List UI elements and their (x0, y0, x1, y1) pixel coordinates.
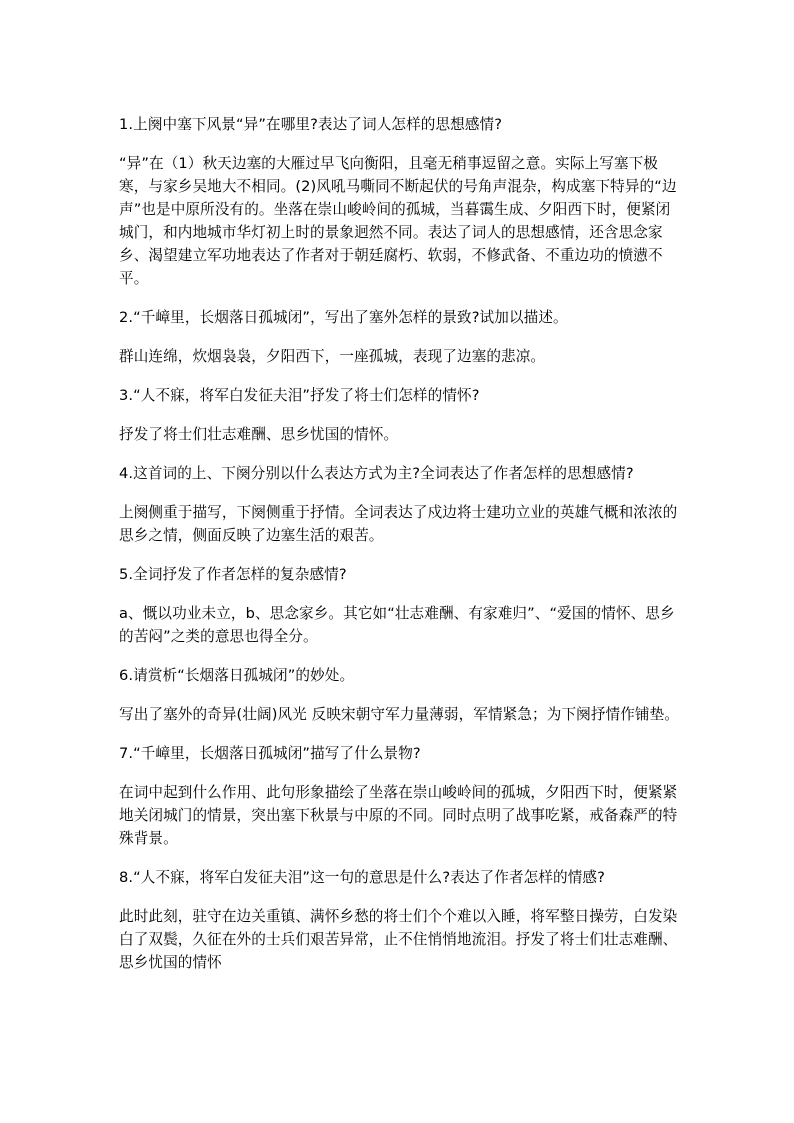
qa-item-3 (119, 384, 679, 446)
answer-3: 抒发了将士们壮志难酬、思乡忧国的情怀。 (119, 426, 399, 443)
qa-item-5 (119, 563, 679, 648)
question-1: 1.上阕中塞下风景“异”在哪里?表达了词人怎样的思想感情? (119, 116, 503, 133)
qa-item-2 (119, 306, 679, 368)
qa-item-1 (119, 113, 679, 290)
answer-2: 群山连绵，炊烟袅袅，夕阳西下，一座孤城，表现了边塞的悲凉。 (119, 348, 546, 365)
question-5: 5.全词抒发了作者怎样的复杂感情? (119, 566, 347, 583)
qa-item-7 (119, 742, 679, 850)
question-2: 2.“千嶂里，长烟落日孤城闭”，写出了塞外怎样的景致?试加以描述。 (119, 309, 568, 326)
answer-6: 写出了塞外的奇异(壮阔)风光 反映宋朝守军力量薄弱，军情紧急；为下阕抒情作铺垫。 (119, 706, 679, 723)
answer-7: 在词中起到什么作用、此句形象描绘了坐落在崇山峻岭间的孤城，夕阳西下时，便紧紧地关闭城门的情景，突出塞下秋景与中原的不同。同时点明了战事吃紧，戒备森严的特殊背景。 (119, 784, 678, 847)
answer-1: “异”在（1）秋天边塞的大雁过早飞向衡阳，且毫无稍事逗留之意。实际上写塞下极寒，与家乡吴地大不相同。(2)风吼马嘶同不断起伏的号角声混杂，构成塞下特异的“边声”也是中原所没有的。坐落在崇山峻岭间的孤城，当暮霭生成、夕阳西下时，便紧闭城门，和内地城市华灯初上时的景象迥然不同。表达了词人的思想感情，还含思念家乡、渴望建立军功地表达了作者对于朝廷腐朽、软弱，不修武备、不重边功的愤懑不平。 (119, 155, 677, 287)
question-7: 7.“千嶂里，长烟落日孤城闭”描写了什么景物? (119, 745, 421, 762)
question-8: 8.“人不寐，将军白发征夫泪”这一句的意思是什么?表达了作者怎样的情感? (119, 869, 605, 886)
answer-8: 此时此刻，驻守在边关重镇、满怀乡愁的将士们个个难以入睡，将军整日操劳，白发染白了双鬓，久征在外的士兵们艰苦异常，止不住悄悄地流泪。抒发了将士们壮志难酬、思乡忧国的情怀 (119, 908, 678, 971)
question-6: 6.请赏析“长烟落日孤城闭”的妙处。 (119, 667, 355, 684)
question-4: 4.这首词的上、下阕分别以什么表达方式为主?全词表达了作者怎样的思想感情? (119, 465, 634, 482)
qa-item-6 (119, 664, 679, 726)
document-page (119, 113, 679, 990)
qa-item-4 (119, 462, 679, 547)
answer-5: a、慨以功业未立，b、思念家乡。其它如“壮志难酬、有家难归”、“爱国的情怀、思乡的苦闷”之类的意思也得全分。 (119, 605, 675, 645)
answer-4: 上阕侧重于描写，下阕侧重于抒情。全词表达了戍边将士建功立业的英雄气概和浓浓的思乡之情，侧面反映了边塞生活的艰苦。 (119, 504, 678, 544)
question-3: 3.“人不寐，将军白发征夫泪”抒发了将士们怎样的情怀? (119, 387, 480, 404)
qa-item-8 (119, 866, 679, 974)
